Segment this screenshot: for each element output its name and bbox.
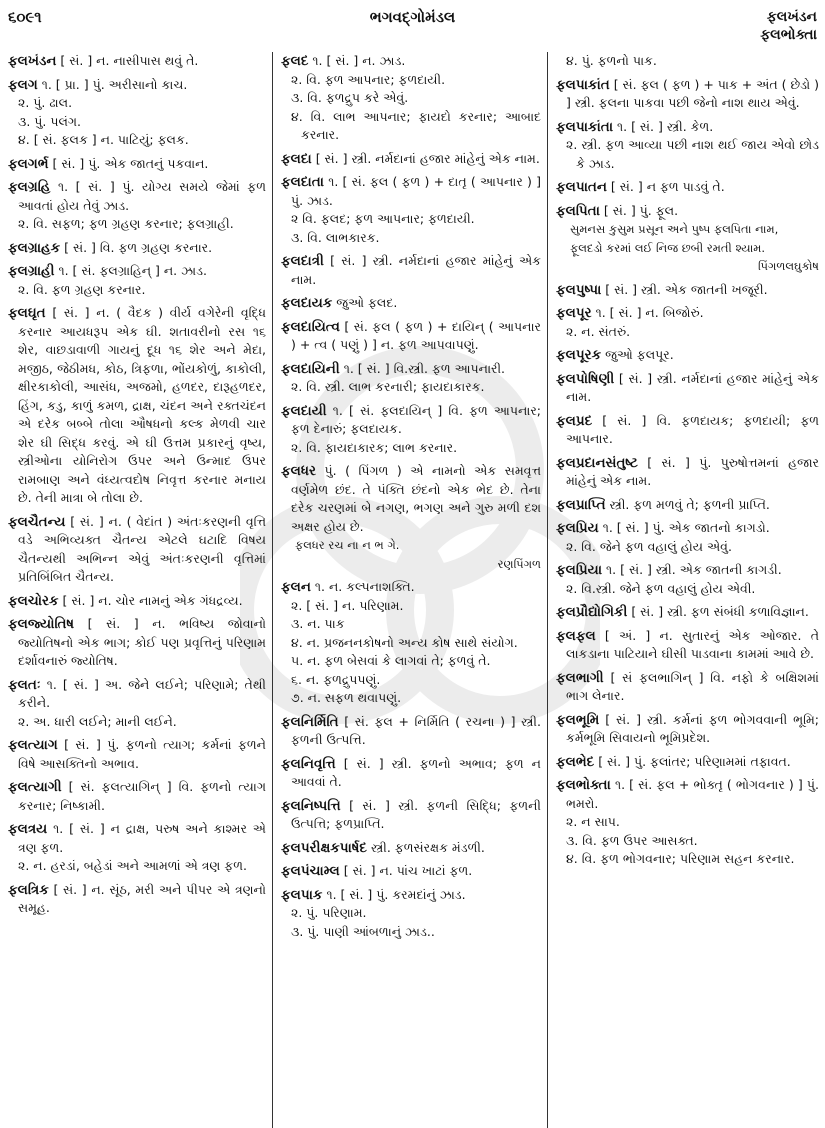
entry-definition	[556, 370, 819, 407]
definition-text: સ્ત્રી. ફળસંરક્ષક મંડળી.	[370, 839, 485, 855]
dictionary-entry	[556, 561, 819, 598]
dictionary-entry	[281, 360, 541, 397]
dictionary-entry	[281, 318, 541, 355]
entry-headword: ફલપ્રૌદ્યોગિકી	[556, 604, 628, 620]
definition-text: ૧. [ સં. ફલ + ભોક્તૃ ( ભોગવનાર ) ] પું. ભમરો.	[566, 777, 819, 811]
entry-headword: ફલગ્રાહક	[8, 239, 61, 256]
definition-text: [ સં. ] સ્ત્રી. નર્મદાનાં હજાર માંહેનું એક નામ.	[566, 370, 819, 404]
dictionary-entry	[8, 178, 266, 234]
entry-sense: ૨. વિ. ફળ ગ્રહણ કરનાર.	[18, 281, 146, 297]
definition-text: [ સં. ફલ ( ફળ ) + પાક + અંત ( છેડો ) ] સ્ત્રી. ફલના પાકવા પછી જેનો નાશ થાય એવું.	[566, 76, 819, 110]
page-header	[0, 0, 825, 52]
definition-text: ૧. [ સં. ] સ્ત્રી. એક જાતની કાગડી.	[606, 562, 782, 577]
entry-headword: ફલદાયિત્વ	[281, 318, 340, 335]
entry-definition	[281, 402, 541, 439]
definition-text: સ્ત્રી. ફળ મળવું તે; ફળની પ્રાપ્તિ.	[609, 496, 770, 512]
entry-sense: ૨. વિ. જેને ફળ વહાલું હોય એવું.	[566, 538, 732, 554]
entry-sense: ૪. વિ. ફળ ભોગવનાર; પરિણામ સહન કરનાર.	[566, 851, 795, 866]
entry-sense: ૪. પું. ફળનો પાક.	[566, 53, 657, 68]
entry-definition	[281, 52, 541, 71]
dictionary-entry	[556, 753, 819, 772]
definition-text: [ સં. ] ન ફળ પાડવું તે.	[610, 179, 725, 194]
definition-text: ૧. [ સં. ] પું. એક જાતનો કાગડો.	[602, 520, 770, 535]
definition-text: [ સં. ફલ ( ફળ ) + દાયિન્ ( આપનાર ) + ત્વ ( પણું ) ] ન. ફળ આપવાપણું.	[291, 318, 541, 352]
quotation-source: પિંગળલઘુકોષ	[757, 259, 819, 273]
definition-text: [ સં. ] વિ. ફળ ગ્રહણ કરનાર.	[64, 239, 213, 255]
entry-headword: ફલદ	[281, 53, 309, 69]
entry-headword: ફલધર	[281, 463, 316, 479]
quotation-source: રણપિંગળ	[497, 556, 541, 571]
dictionary-entry	[8, 513, 266, 587]
entry-definition	[8, 615, 266, 671]
entry-definition	[556, 202, 819, 221]
definition-text: [ સં. ] સ્ત્રી. ફળ સંબંધી કળાવિજ્ઞાન.	[631, 604, 809, 619]
dictionary-columns	[0, 52, 825, 1128]
entry-sense: ૫. ન. ફળ બેસવાં કે લાગવાં તે; ફળવું તે.	[291, 653, 491, 668]
entry-headword: ફલફલ	[556, 627, 596, 644]
entry-definition	[281, 360, 541, 379]
entry-headword: ફલપિતા	[556, 202, 600, 219]
guide-words	[760, 8, 817, 44]
definition-text: [ સં. ] પું. પુરુષોત્તમનાં હજાર માંહેનું એક નામ.	[566, 454, 819, 488]
entry-sense: ૨ વિ. ફલદ; ફળ આપનાર; ફળદાયી.	[291, 211, 475, 226]
entry-headword: ફલગ	[8, 76, 38, 93]
dictionary-entry	[281, 578, 541, 708]
definition-text: ૧. [ સં. ફલ ( ફળ ) + દાતૃ ( આપનાર ) ] પું. ઝાડ.	[291, 174, 541, 208]
entry-sense: ૨. અ. ધારી લઈને; માની લઈને.	[18, 713, 177, 729]
entry-headword: ફલપ્રાપ્તિ	[556, 496, 606, 513]
dictionary-entry	[281, 52, 541, 145]
entry-definition	[556, 496, 819, 515]
entry-sense: ૨. વિ. ફાયદાકારક; લાભ કરનાર.	[291, 439, 458, 455]
entry-sense: ૩. વિ. લાભકારક.	[291, 229, 380, 245]
dictionary-entry	[8, 76, 266, 150]
entry-definition	[556, 711, 819, 748]
entry-headword: ફલપોષિણી	[556, 370, 615, 387]
entry-headword: ફલગ્રહિ	[8, 179, 51, 195]
dictionary-entry	[556, 76, 819, 113]
entry-sense: ૩. પું. પાણી આંબળાનું ઝાડ..	[291, 923, 435, 939]
entry-sense: ૨. ન સાપ.	[566, 814, 620, 829]
definition-text: ૧. [ સં. ] ન. બિજોરું.	[595, 305, 704, 320]
definition-text: ૧. [ સં. ] સ્ત્રી. કેળ.	[617, 118, 714, 134]
definition-text: [ સં. ] ન. નાસીપાસ થવું તે.	[60, 53, 199, 68]
entry-headword: ફલદાત્રી	[281, 253, 324, 269]
column-2	[272, 52, 547, 1128]
dictionary-entry	[281, 839, 541, 858]
definition-text: [ સં. ] સ્ત્રી. એક જાતની ખજૂરી.	[605, 281, 768, 297]
entry-definition	[281, 294, 541, 313]
entry-definition	[556, 561, 819, 580]
entry-definition	[281, 252, 541, 289]
definition-text: [ સં. ] સ્ત્રી. નર્મદાનાં હજાર માંહેનું એક નામ.	[291, 253, 541, 287]
entry-headword: ફલત્રિક	[8, 881, 49, 898]
definition-text: [ સં. ફલત્યાગિન્ ] વિ. ફળનો ત્યાગ કરનાર; નિષ્કામી.	[18, 779, 266, 813]
entry-definition	[556, 603, 819, 622]
book-title: ભગવદ્ગોમંડલ	[369, 8, 456, 26]
definition-text: [ સં. ] ન. ( વેદાંત ) અંતઃકરણની વૃત્તિ વડે અભિવ્યક્ત ચૈતન્ય એટલે ઘટાદિ વિષય ચૈતન્યથી અભિન્ન એવું અંતઃકરણની વૃત્તિમાં પ્રતિબિંબિત ચૈતન્ય.	[18, 513, 266, 584]
dictionary-entry	[281, 402, 541, 458]
entry-headword: ફલચોરક	[8, 592, 59, 609]
entry-headword: ફલભૂમિ	[556, 711, 600, 728]
entry-sense: ૨. વિ. સ્ત્રી. લાભ કરનારી; ફાયદાકારક.	[291, 379, 485, 394]
definition-text: ૧. [ સં. ] વિ.સ્ત્રી. ફળ આપનારી.	[343, 360, 506, 376]
dictionary-entry	[556, 519, 819, 556]
dictionary-entry	[281, 150, 541, 169]
quotation-line: ફલધર રચ ના ન ભ ગે.	[295, 538, 400, 552]
entry-definition	[556, 669, 819, 706]
entry-definition	[281, 862, 541, 881]
entry-definition	[8, 304, 266, 508]
definition-text: ૧. [ પ્રા. ] પું. અરીસાનો કાચ.	[41, 76, 188, 92]
definition-text: ૧. [ સં. ] અ. જેને લઈને; પરિણામે; તેથી કરીને.	[18, 676, 266, 710]
entry-sense: ૩. વિ. ફળદ્રુપ કરે એવું.	[291, 90, 409, 105]
entry-headword: ફલપૂરક	[556, 347, 602, 363]
entry-definition	[8, 52, 266, 71]
entry-definition	[8, 239, 266, 258]
entry-definition	[8, 592, 266, 611]
definition-text: ૧. ન. કલ્પનાશક્તિ.	[314, 579, 415, 594]
entry-headword: ફલચૈતન્ય	[8, 513, 66, 530]
dictionary-entry	[556, 370, 819, 407]
entry-definition	[556, 346, 819, 365]
entry-definition	[281, 318, 541, 355]
entry-sense: ૨. સ્ત્રી. ફળ આવ્યા પછી નાશ થઈ જાય એવો છોડ કે ઝાડ.	[566, 137, 819, 171]
entry-headword: ફલપૂર	[556, 305, 592, 321]
entry-headword: ફલદાયી	[281, 402, 327, 419]
entry-definition	[556, 519, 819, 538]
dictionary-entry	[281, 755, 541, 792]
entry-headword: ફલન	[281, 579, 311, 595]
entry-sense: ૪. વિ. લાભ આપનાર; ફાયદો કરનાર; આબાદ કરનાર.	[291, 108, 541, 142]
dictionary-entry	[556, 603, 819, 622]
entry-headword: ફલપાકાંતા	[556, 118, 614, 135]
entry-headword: ફલદા	[281, 150, 312, 167]
definition-text: ૧. [ સં. ફલદાયિન્ ] વિ. ફળ આપનાર; ફળ દેનારું; ફલદાયક.	[291, 402, 541, 436]
definition-text: [ સં. ફલ + નિર્મિતિ ( રચના ) ] સ્ત્રી. ફળની ઉત્પત્તિ.	[291, 713, 541, 747]
entry-headword: ફલપુષ્પા	[556, 281, 602, 298]
definition-text: જુઓ ફલદ.	[336, 295, 398, 310]
entry-headword: ફલપ્રિયા	[556, 562, 603, 578]
entry-headword: ફલગર્ભ	[8, 155, 49, 172]
definition-text: [ સં. ] સ્ત્રી. નર્મદાનાં હજાર માંહેનું એક નામ.	[315, 150, 540, 166]
entry-headword: ફલત્યાગી	[8, 779, 62, 795]
definition-text: [ અં. ] ન. સુતારનું એક ઓજાર. તે લાકડાના પાટિયાને ઘીસી પાડવાના કામમાં આવે છે.	[566, 627, 819, 661]
entry-headword: ફલપાકાંત	[556, 76, 610, 93]
column-1	[0, 52, 272, 1128]
entry-headword: ફલભાગી	[556, 669, 604, 686]
dictionary-entry	[556, 627, 819, 664]
entry-headword: ફલત્રય	[8, 821, 48, 837]
dictionary-entry	[281, 462, 541, 573]
column-3	[547, 52, 825, 1128]
entry-sense: ૨. પું. ઢાલ.	[18, 95, 73, 110]
dictionary-entry	[281, 886, 541, 942]
definition-text: [ સં. ] પું. ફળનો ત્યાગ; કર્મનાં ફળને વિષે આસક્તિનો અભાવ.	[18, 737, 266, 771]
entry-definition	[281, 462, 541, 536]
dictionary-entry	[556, 496, 819, 515]
dictionary-entry	[8, 262, 266, 299]
entry-sense: ૨. [ સં. ] ન. પરિણામ.	[291, 597, 404, 613]
definition-text: [ સં. ] પું. એક જાતનું પકવાન.	[52, 155, 209, 171]
quotation-line: સુમનસ કુસુમ પ્રસૂન અને પુષ્પ ફલપિતા નામ,	[570, 222, 779, 236]
dictionary-entry	[8, 615, 266, 671]
dictionary-entry	[556, 669, 819, 706]
definition-text: પું. ( પિંગળ ) એ નામનો એક સમવૃત્ત વર્ણમેળ છંદ. તે પંક્તિ છંદનો એક ભેદ છે. તેના દરેક ચરણમાં બે નગણ, ભગણ અને ગુરુ મળી દશ અક્ષર હોય છે.	[291, 463, 541, 534]
entry-definition	[556, 753, 819, 772]
entry-definition	[8, 76, 266, 95]
entry-sense: ૨. ન. હરડાં, બહેડાં અને આમળાં એ ત્રણ ફળ.	[18, 858, 247, 873]
page-number: ૬૦૯૧	[8, 8, 42, 26]
definition-text: [ સં. ] સ્ત્રી. ફળનો અભાવ; ફળ ન આવવાં તે.	[291, 755, 541, 789]
entry-headword: ફલપ્રદાનસંતુષ્ટ	[556, 454, 638, 471]
dictionary-entry	[281, 713, 541, 750]
definition-text: [ સં. ] ન. પાંચ ખાટાં ફળ.	[343, 863, 473, 878]
entry-headword: ફલજ્યોતિષ	[8, 616, 75, 632]
dictionary-entry	[281, 797, 541, 834]
entry-definition	[556, 76, 819, 113]
dictionary-entry	[556, 711, 819, 748]
entry-sense: ૨. વિ.સ્ત્રી. જેને ફળ વહાલું હોય એવી.	[566, 580, 756, 596]
entry-definition	[8, 736, 266, 773]
entry-definition	[281, 886, 541, 905]
guide-word-last: ફલભોક્તા	[760, 27, 817, 43]
dictionary-entry	[556, 52, 819, 71]
definition-text: [ સં. ] સ્ત્રી. કર્મનાં ફળ ભોગવવાની ભૂમિ; કર્મભૂમિ સિવાયનો ભૂમિપ્રદેશ.	[566, 711, 819, 745]
entry-definition	[556, 627, 819, 664]
definition-text: [ સં ફલભાગિન્ ] વિ. નફો કે બક્ષિશમાં ભાગ લેનાર.	[566, 669, 819, 703]
entry-headword: ફલપ્રિય	[556, 520, 599, 536]
entry-headword: ફલભોક્તા	[556, 777, 611, 793]
entry-headword: ફલઘૃત	[8, 305, 46, 321]
dictionary-entry	[556, 454, 819, 491]
entry-definition	[8, 778, 266, 815]
entry-definition	[281, 755, 541, 792]
dictionary-entry	[8, 52, 266, 71]
definition-text: [ સં. ] ન. સૂંઠ, મરી અને પીપર એ ત્રણનો સમૂહ.	[18, 881, 266, 915]
entry-sense: ૨. પું. પરિણામ.	[291, 905, 367, 920]
definition-text: ૧. [ સં. ] ન. ઝાડ.	[312, 53, 406, 68]
definition-text: [ સં. ] સ્ત્રી. ફળની સિદ્ધિ; ફળની ઉત્પત્તિ; ફળપ્રાપ્તિ.	[291, 797, 541, 831]
entry-definition	[281, 173, 541, 210]
entry-definition	[8, 676, 266, 713]
dictionary-entry	[281, 294, 541, 313]
entry-definition	[556, 118, 819, 137]
entry-sense: ૪. ન. પ્રજનનકોષનો અન્ય કોષ સાથે સંયોગ.	[291, 634, 518, 650]
dictionary-entry	[281, 173, 541, 247]
entry-sense: ૬. ન. ફળદ્રુપપણું.	[291, 671, 381, 687]
entry-headword: ફલતઃ	[8, 676, 41, 693]
definition-text: [ સં. ] ન. ભવિષ્ય જોવાનો જ્યોતિષનો એક ભાગ; કોઈ પણ પ્રવૃત્તિનું પરિણામ દર્શાવનારું જ્યોતિષ.	[18, 616, 267, 668]
entry-definition	[281, 797, 541, 834]
entry-headword: ફલપંચામ્લ	[281, 863, 340, 879]
entry-sense: ૪. [ સં. ફલક ] ન. પાટિયું; ફલક.	[18, 132, 189, 147]
dictionary-entry	[8, 778, 266, 815]
dictionary-entry	[8, 304, 266, 508]
dictionary-entry	[8, 881, 266, 918]
definition-text: [ સં. ] પું. ફૂલ.	[603, 202, 679, 218]
entry-definition	[8, 155, 266, 174]
entry-sense: ૭. ન. સફળ થવાપણું.	[291, 690, 402, 705]
entry-definition	[8, 178, 266, 215]
dictionary-entry	[556, 346, 819, 365]
dictionary-entry	[556, 118, 819, 174]
dictionary-entry	[8, 239, 266, 258]
entry-definition	[556, 178, 819, 197]
definition-text: [ સં. ] ન. ચોર નામનું એક ગંધદ્રવ્ય.	[62, 592, 243, 608]
entry-sense: ૩. પું. પલંગ.	[18, 113, 81, 129]
entry-headword: ફલનિષ્પત્તિ	[281, 797, 341, 814]
quotation-line: ફૂલદડો કરમાં લઈ નિજ છબી રમતી શ્યામ.	[570, 240, 766, 255]
entry-headword: ફલદાયક	[281, 295, 333, 311]
dictionary-entry	[8, 592, 266, 611]
entry-definition	[8, 262, 266, 281]
entry-sense: ૨. ન. સંતરું.	[566, 323, 631, 339]
entry-definition	[556, 454, 819, 491]
dictionary-entry	[556, 412, 819, 449]
entry-headword: ફલત્યાગ	[8, 737, 58, 753]
entry-sense: ૨. વિ. સફળ; ફળ ગ્રહણ કરનાર; ફલગ્રાહી.	[18, 216, 234, 231]
dictionary-entry	[8, 155, 266, 174]
definition-text: ૧. [ સં. ] પું. યોગ્ય સમયે જેમાં ફળ આવતાં હોય તેવું ઝાડ.	[18, 179, 266, 213]
entry-definition	[8, 881, 266, 918]
entry-definition	[281, 713, 541, 750]
dictionary-entry	[556, 281, 819, 300]
entry-headword: ફલપાતન	[556, 179, 607, 195]
entry-definition	[281, 578, 541, 597]
definition-text: ૧. [ સં. ફલગ્રાહિન્ ] ન. ઝાડ.	[58, 263, 207, 278]
entry-definition	[281, 839, 541, 858]
definition-text: [ સં. ] પું. ફલાંતર; પરિણામમાં તફાવત.	[598, 753, 791, 769]
definition-text: જુઓ ફલપૂર.	[605, 347, 674, 362]
entry-headword: ફલદાતા	[281, 174, 324, 190]
entry-definition	[556, 281, 819, 300]
definition-text: ૧. [ સં. ] પું. કરમદાંનું ઝાડ.	[326, 886, 466, 902]
dictionary-entry	[281, 252, 541, 289]
entry-definition	[556, 412, 819, 449]
entry-sense: ૩. વિ. ફળ ઉપર આસક્ત.	[566, 832, 698, 848]
entry-headword: ફલભેદ	[556, 753, 595, 770]
guide-word-first: ફલખંડન	[766, 9, 817, 25]
entry-headword: ફલપાક	[281, 886, 323, 903]
entry-headword: ફલપરીક્ષકપાર્ષદ	[281, 839, 367, 856]
definition-text: [ સં. ] વિ. ફળદાયક; ફળદાયી; ફળ આપનાર.	[566, 412, 819, 446]
entry-definition	[556, 304, 819, 323]
entry-headword: ફલપ્રદ	[556, 412, 593, 429]
dictionary-entry	[8, 820, 266, 876]
dictionary-entry	[556, 178, 819, 197]
entry-headword: ફલખંડન	[8, 53, 57, 69]
definition-text: ૧. [ સં. ] ન દ્રાક્ષ, પરુષ અને કાશ્મર એ ત્રણ ફળ.	[18, 821, 266, 855]
entry-headword: ફલનિર્મિતિ	[281, 713, 339, 730]
dictionary-entry	[556, 304, 819, 341]
dictionary-entry	[281, 862, 541, 881]
entry-headword: ફલનિવૃત્તિ	[281, 755, 336, 772]
dictionary-entry	[556, 202, 819, 276]
entry-definition	[556, 776, 819, 813]
entry-definition	[8, 820, 266, 857]
entry-sense: ૩. ન. પાક	[291, 616, 345, 631]
entry-definition	[281, 150, 541, 169]
dictionary-entry	[8, 736, 266, 773]
entry-definition	[8, 513, 266, 587]
dictionary-entry	[8, 676, 266, 732]
entry-headword: ફલદાયિની	[281, 360, 340, 377]
entry-headword: ફલગ્રાહી	[8, 263, 55, 279]
definition-text: [ સં. ] ન. ( વૈદક ) વીર્ય વગેરેની વૃદ્ધિ કરનાર આયધરૂપ એક ઘી. શતાવરીનો રસ ૧૬ શેર, વાછડાવાળી ગાયનું દૂધ ૧૬ શેર અને મેદા, મજીઠ, જેઠીમધ, કોઠ, ત્રિફળા, ભોંયકોળું, કાકોલી, ક્ષીરકાકોલી, આસંધ, અજમો, હળદર, દારૂહળદર, હિંગ, કડુ, કાળું કમળ, દ્રાક્ષ, ચંદન અને રક્તચંદન એ દરેક બબ્બે તોલા ઔષધનો કલ્ક મેળવી ચાર શેર ઘી સિદ્ધ કરવું. એ ઘી ઉત્તમ પ્રકારનું વૃષ્ય, સ્ત્રીઓના યોનિરોગ ઉપર અને ઉન્માદ ઉપર રામબાણ અને વંધ્યત્વદોષ નિવૃત્ત કરનાર મનાય છે. તેની માત્રા બે તોલા છે.	[18, 305, 266, 505]
dictionary-entry	[556, 776, 819, 869]
entry-sense: ૨. વિ. ફળ આપનાર; ફળદાયી.	[291, 71, 446, 87]
